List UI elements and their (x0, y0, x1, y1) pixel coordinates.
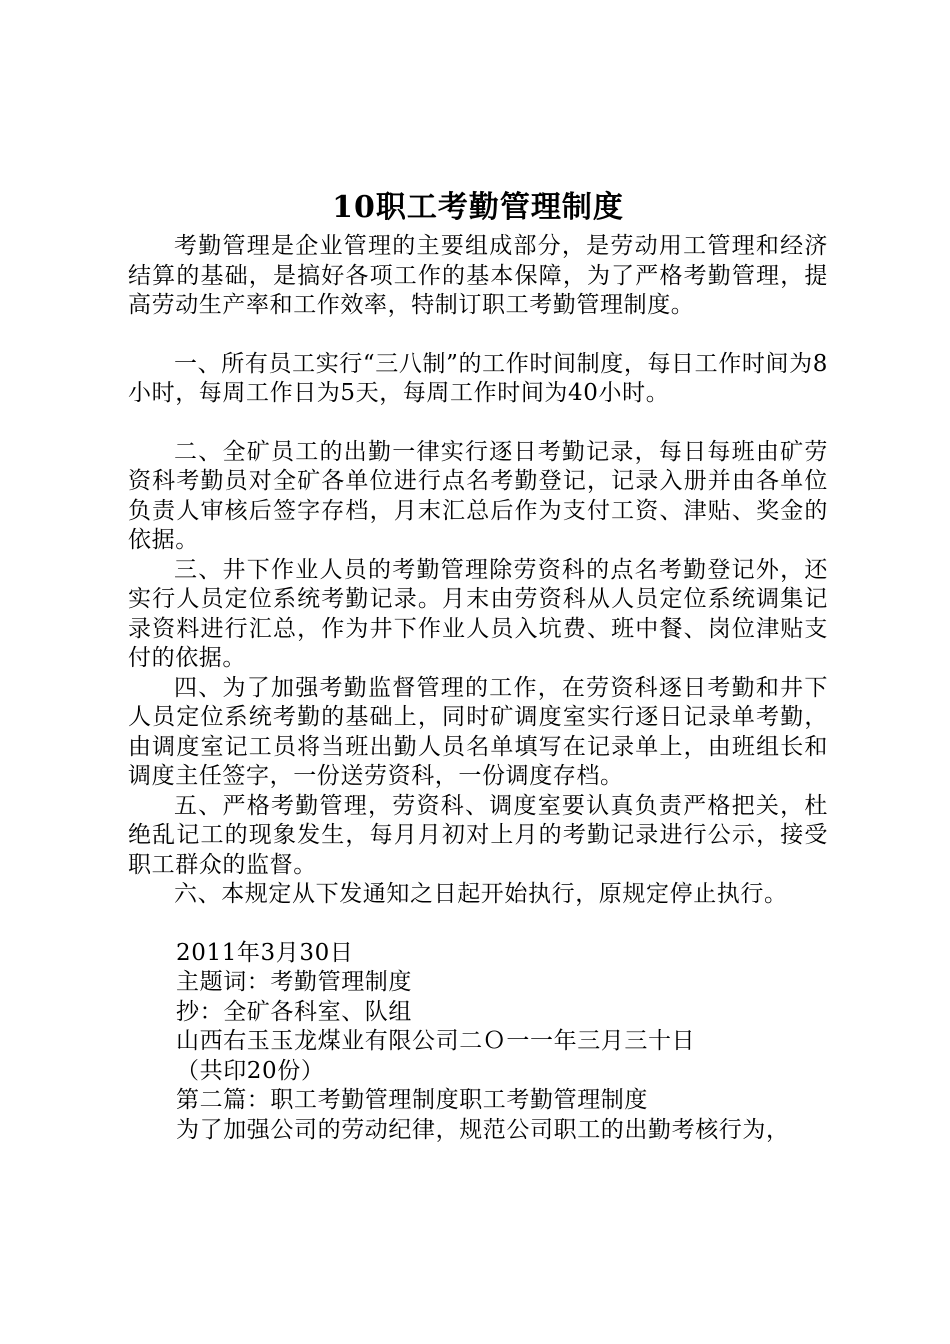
part2-heading: 第二篇：职工考勤管理制度职工考勤管理制度 (176, 1087, 648, 1113)
clause-2: 二、全矿员工的出勤一律实行逐日考勤记录，每日每班由矿劳资科考勤员对全矿各单位进行点名考勤登记，记录入册并由各单位负责人审核后签字存档，月末汇总后作为支付工资、津贴、奖金的依据。 (128, 438, 828, 553)
clause-6: 六、本规定从下发通知之日起开始执行，原规定停止执行。 (174, 881, 788, 907)
clause-4: 四、为了加强考勤监督管理的工作，在劳资科逐日考勤和井下人员定位系统考勤的基础上，同时矿调度室实行逐日记录单考勤，由调度室记工员将当班出勤人员名单填写在记录单上，由班组长和调度主任签字，一份送劳资科，一份调度存档。 (128, 674, 828, 789)
spacer (128, 409, 828, 438)
intro-paragraph: 考勤管理是企业管理的主要组成部分，是劳动用工管理和经济结算的基础，是搞好各项工作的基本保障，为了严格考勤管理，提高劳动生产率和工作效率，特制订职工考勤管理制度。 (128, 233, 828, 318)
spacer (128, 910, 828, 939)
issuer-line: 山西右玉玉龙煤业有限公司二Ｏ一一年三月三十日 (176, 1028, 696, 1054)
subject-keywords: 主题词：考勤管理制度 (176, 969, 412, 995)
document-page (128, 188, 828, 1145)
copies-note: （共印20份） (176, 1057, 325, 1084)
clause-3: 三、井下作业人员的考勤管理除劳资科的点名考勤登记外，还实行人员定位系统考勤记录。月末由劳资科从人员定位系统调集记录资料进行汇总，作为井下作业人员入坑费、班中餐、岗位津贴支付的依据。 (128, 556, 828, 671)
clause-1: 一、所有员工实行“三八制”的工作时间制度，每日工作时间为8小时，每周工作日为5天，每周工作时间为40小时。 (128, 350, 828, 406)
issue-date: 2011年3月30日 (176, 939, 354, 966)
document-title: 10职工考勤管理制度 (332, 190, 624, 225)
part2-first-line: 为了加强公司的劳动纪律，规范公司职工的出勤考核行为， (176, 1116, 790, 1143)
cc-recipients: 抄：全矿各科室、队组 (176, 998, 412, 1025)
clause-5: 五、严格考勤管理，劳资科、调度室要认真负责严格把关，杜绝乱记工的现象发生，每月月初对上月的考勤记录进行公示，接受职工群众的监督。 (128, 792, 828, 878)
spacer (128, 321, 828, 350)
